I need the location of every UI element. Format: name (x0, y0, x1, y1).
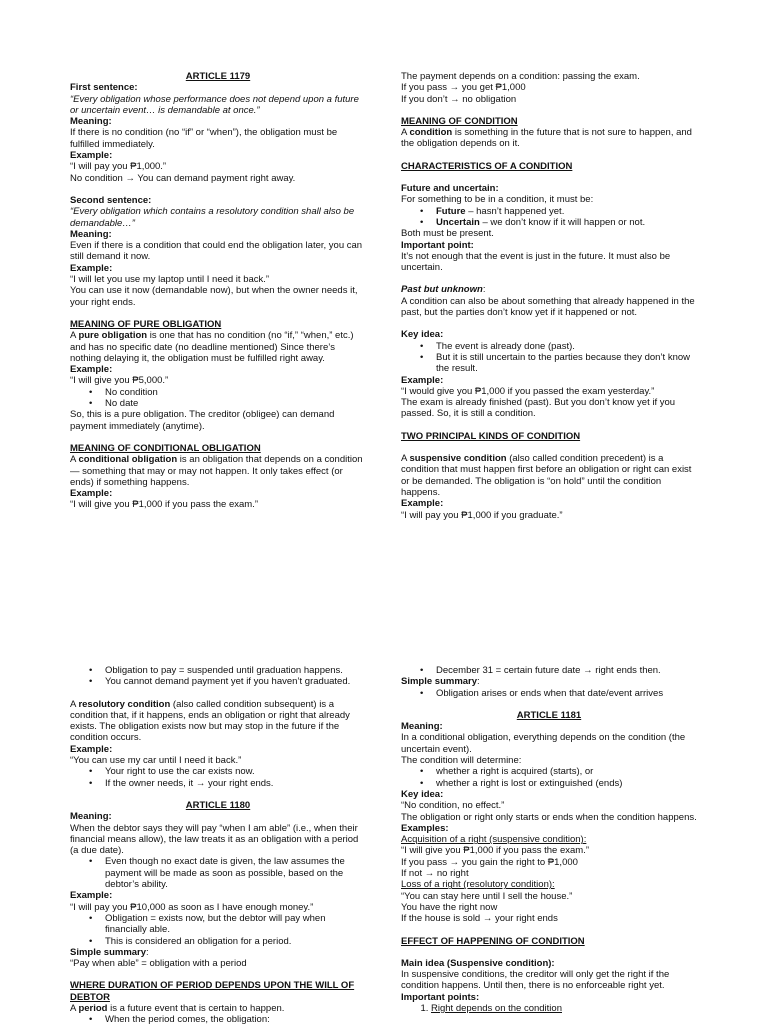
list-item: • The event is already done (past). (436, 341, 697, 352)
list-item: • If the owner needs, it → your right ends. (105, 778, 366, 789)
past-example: “I would give you ₱1,000 if you passed the exam yesterday.” (401, 385, 655, 397)
list-item: • When the period comes, the obligation: (105, 1014, 366, 1025)
article-1180-title: ARTICLE 1180 (185, 799, 251, 811)
first-sentence-label: First sentence: (70, 82, 138, 94)
acquisition-line: If you pass → you gain the right to ₱1,000 (401, 856, 578, 868)
example-label: Example: (70, 150, 113, 162)
intro-line: If you pass → you get ₱1,000 (401, 82, 526, 94)
list-item: • Future – hasn’t happened yet. (436, 206, 697, 217)
main-idea-text: In suspensive conditions, the creditor will only get the right if the condition happens. Until then, there is no enforceable right yet. (401, 969, 670, 992)
article-1181-title: ARTICLE 1181 (516, 709, 582, 721)
resolutory-bullets (70, 766, 366, 789)
characteristics-title: CHARACTERISTICS OF A CONDITION (401, 160, 573, 172)
list-item: • You cannot demand payment yet if you haven’t graduated. (105, 676, 366, 687)
meaning-label: Meaning: (401, 721, 443, 733)
past-unknown-text: A condition can also be about something that already happened in the past, but the parties don’t know yet if it happened or not. (401, 295, 695, 319)
first-example: “I will pay you ₱1,000.” (70, 161, 167, 173)
second-meaning: Even if there is a condition that could end the obligation later, you can still demand it now. (70, 240, 363, 263)
second-sentence-quote: “Every obligation which contains a resolutory condition shall also be demandable…” (70, 206, 355, 229)
second-sentence-label: Second sentence: (70, 194, 152, 206)
column-bottom-right (401, 665, 697, 1014)
loss-line: “You can stay here until I sell the house.” (401, 890, 573, 902)
suspensive-example: “I will pay you ₱1,000 if you graduate.” (401, 509, 563, 521)
example-label: Example: (401, 498, 444, 510)
important-points-label: Important points: (401, 991, 480, 1003)
example-label: Example: (70, 488, 113, 500)
column-top-left (70, 71, 366, 511)
acquisition-line: If not → no right (401, 868, 469, 880)
article-1180-bullets (70, 856, 366, 890)
pure-obligation-definition: A pure obligation is one that has no condition (no “if,” “when,” etc.) and has no specific date (no deadline mentioned) Since there’s nothing delaying it, the obligation must be fulfilled right away. (70, 330, 354, 364)
simple-summary-text: “Pay when able” = obligation with a period (70, 958, 247, 970)
future-uncertain-label: Future and uncertain: (401, 183, 499, 195)
example-label: Example: (70, 364, 113, 376)
article-1181-bullets (401, 766, 697, 789)
past-example-explanation: The exam is already finished (past). But you don’t know yet if you passed. So, it is still a condition. (401, 397, 676, 420)
two-kinds-title: TWO PRINCIPAL KINDS OF CONDITION (401, 430, 581, 442)
example-label: Example: (70, 262, 113, 274)
second-example: “I will let you use my laptop until I need it back.” (70, 274, 270, 286)
list-item: • Even though no exact date is given, the law assumes the payment will be made as soon as possible, based on the debtor’s ability. (105, 856, 366, 890)
intro-line: The payment depends on a condition: passing the exam. (401, 71, 640, 82)
pure-summary: So, this is a pure obligation. The creditor (obligee) can demand payment immediately (anytime). (70, 409, 335, 432)
loss-line: If the house is sold → your right ends (401, 913, 558, 925)
resolutory-example: “You can use my car until I need it back.” (70, 755, 242, 767)
example-label: Example: (401, 374, 444, 386)
important-point-text: It’s not enough that the event is just in the future. It must also be uncertain. (401, 250, 671, 274)
column-bottom-left (70, 665, 366, 1026)
acquisition-title: Acquisition of a right (suspensive condition): (401, 834, 587, 846)
meaning-label: Meaning: (70, 228, 112, 240)
effect-title: EFFECT OF HAPPENING OF CONDITION (401, 935, 585, 947)
first-sentence-quote: “Every obligation whose performance does not depend upon a future or uncertain event… is demandable at once.” (70, 93, 359, 116)
period-example-bullets (401, 665, 697, 676)
acquisition-line: “I will give you ₱1,000 if you pass the exam.” (401, 845, 589, 857)
second-example-result: You can use it now (demandable now), but when the owner needs it, your right ends. (70, 285, 358, 308)
duration-period-title: WHERE DURATION OF PERIOD DEPENDS UPON THE WILL OF DEBTOR (70, 980, 355, 1003)
loss-title: Loss of a right (resolutory condition): (401, 879, 555, 891)
meaning-label: Meaning: (70, 811, 112, 823)
examples-label: Examples: (401, 822, 449, 834)
meaning-label: Meaning: (70, 116, 112, 128)
article-1180-meaning: When the debtor says they will pay “when I am able” (i.e., when their financial means allow), the law treats it as an obligation with a period (a due date). (70, 822, 359, 857)
list-item: • Obligation arises or ends when that date/event arrives (436, 688, 697, 699)
suspensive-bullets (70, 665, 366, 688)
key-idea-label: Key idea: (401, 788, 444, 800)
both-present: Both must be present. (401, 228, 494, 240)
simple-summary-label: Simple summary: (401, 676, 480, 688)
simple-summary-label: Simple summary: (70, 946, 149, 958)
first-example-result: No condition → You can demand payment right away. (70, 172, 296, 184)
key-idea-bullets (401, 341, 697, 375)
list-item: • Obligation to pay = suspended until graduation happens. (105, 665, 366, 676)
list-item: • This is considered an obligation for a period. (105, 936, 366, 947)
key-idea-text: The obligation or right only starts or ends when the condition happens. (401, 811, 697, 823)
main-idea-label: Main idea (Suspensive condition): (401, 957, 555, 969)
loss-line: You have the right now (401, 901, 498, 913)
important-point-label: Important point: (401, 239, 474, 251)
article-1181-determine: The condition will determine: (401, 755, 522, 767)
list-item: • December 31 = certain future date → right ends then. (436, 665, 697, 676)
key-idea-quote: “No condition, no effect.” (401, 800, 505, 812)
first-meaning: If there is no condition (no “if” or “when”), the obligation must be fulfilled immediately. (70, 127, 338, 150)
future-uncertain-text: For something to be in a condition, it must be: (401, 194, 594, 206)
list-item: • No condition (105, 387, 366, 398)
pure-bullets (70, 387, 366, 410)
list-item: • whether a right is acquired (starts), or (436, 766, 697, 777)
list-item: • Your right to use the car exists now. (105, 766, 366, 777)
intro-line: If you don’t → no obligation (401, 93, 517, 105)
example-label: Example: (70, 890, 113, 902)
resolutory-definition: A resolutory condition (also called condition subsequent) is a condition that, if it happens, ends an obligation or right that already exists. The obligation exists now but may stop in the future if the condition occurs. (70, 698, 350, 744)
simple-summary-bullets (401, 688, 697, 699)
pure-example: “I will give you ₱5,000.” (70, 375, 169, 387)
article-1179-title: ARTICLE 1179 (185, 71, 251, 82)
list-item: • But it is still uncertain to the parties because they don’t know the result. (436, 352, 697, 375)
article-1181-meaning: In a conditional obligation, everything depends on the condition (the uncertain event). (401, 732, 686, 755)
conditional-example: “I will give you ₱1,000 if you pass the exam.” (70, 499, 258, 511)
list-item: • Obligation = exists now, but the debtor will pay when financially able. (105, 913, 366, 936)
suspensive-definition: A suspensive condition (also called condition precedent) is a condition that must happen first before an obligation or right can exist or be demanded. The obligation is “on hold” until the condition happens. (401, 453, 692, 498)
column-top-right (401, 71, 697, 521)
key-idea-label: Key idea: (401, 329, 444, 341)
period-definition: A period is a future event that is certain to happen. (70, 1003, 285, 1015)
list-item: • whether a right is lost or extinguished (ends) (436, 778, 697, 789)
condition-definition: A condition is something in the future that is not sure to happen, and the obligation depends on it. (401, 127, 692, 150)
article-1180-example: “I will pay you ₱10,000 as soon as I have enough money.” (70, 901, 314, 913)
past-unknown-label: Past but unknown: (401, 284, 486, 296)
list-item: • Uncertain – we don’t know if it will happen or not. (436, 217, 697, 228)
example-label: Example: (70, 743, 113, 755)
conditional-obligation-title: MEANING OF CONDITIONAL OBLIGATION (70, 442, 261, 454)
important-points-list (401, 1003, 697, 1014)
pure-obligation-title: MEANING OF PURE OBLIGATION (70, 318, 222, 330)
article-1180-example-bullets (70, 913, 366, 947)
list-item: 1. Right depends on the condition (431, 1003, 697, 1014)
future-uncertain-bullets (401, 206, 697, 229)
conditional-obligation-definition: A conditional obligation is an obligation that depends on a condition — something that may or may not happen. It only takes effect (or ends) if something happens. (70, 454, 363, 488)
meaning-of-condition-title: MEANING OF CONDITION (401, 115, 518, 127)
list-item: • No date (105, 398, 366, 409)
